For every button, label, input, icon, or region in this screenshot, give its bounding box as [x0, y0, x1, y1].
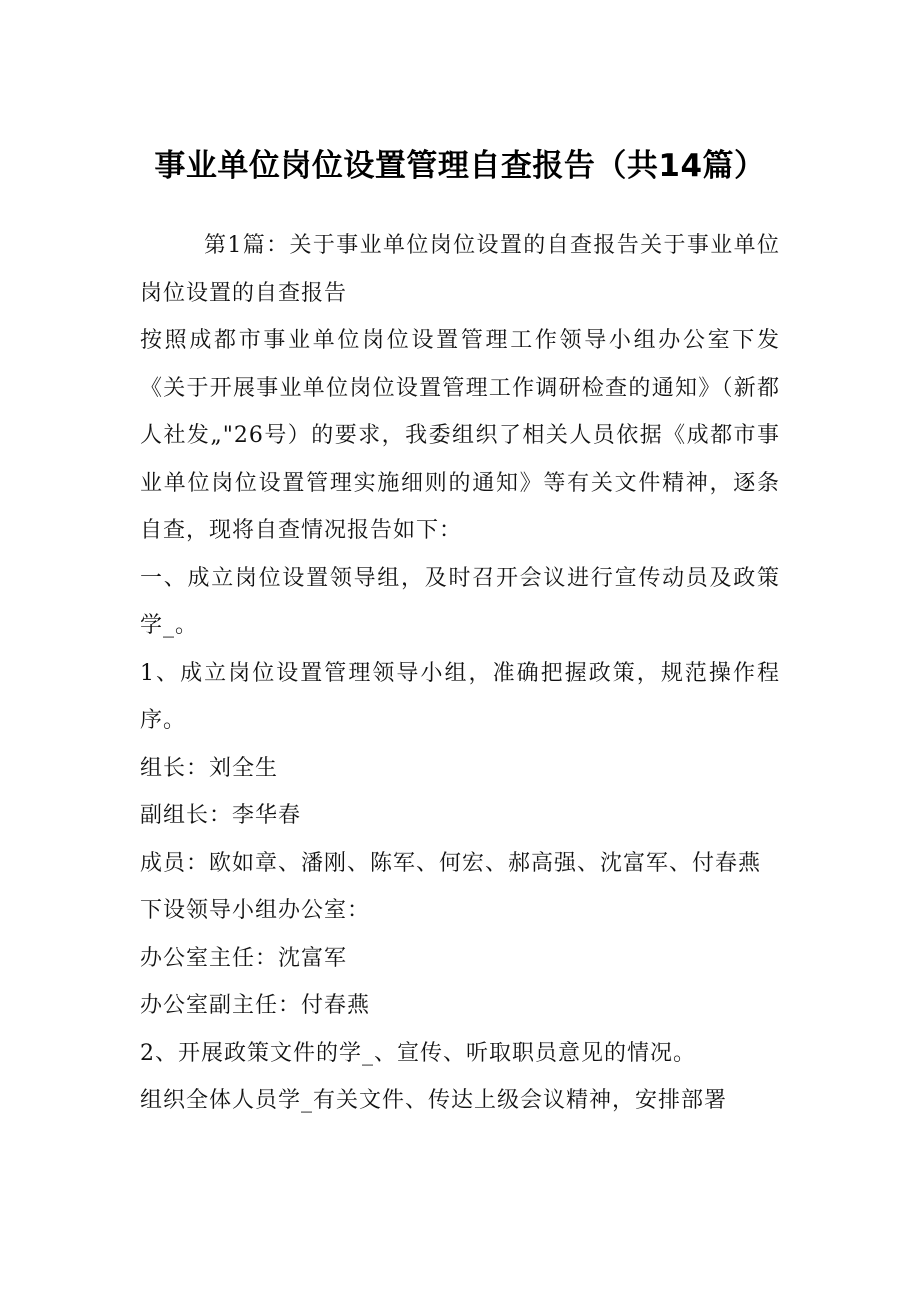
paragraph-office-director: 办公室主任：沈富军: [140, 945, 348, 971]
paragraph-team-leader: 组长：刘全生: [140, 755, 279, 781]
paragraph-deputy-leader: 副组长：李华春: [140, 803, 302, 828]
paragraph-section-1-heading: 一、成立岗位设置领导组，及时召开会议进行宣传动员及政策学_。: [140, 565, 780, 638]
paragraph-members: 成员：欧如章、潘刚、陈军、何宏、郝高强、沈富军、付春燕: [140, 850, 762, 876]
paragraph-study-arrangement: 组织全体人员学_有关文件、传达上级会议精神，安排部署: [140, 1088, 728, 1113]
paragraph-office: 下设领导小组办公室：: [140, 898, 371, 923]
paragraph-office-deputy-director: 办公室副主任：付春燕: [140, 993, 371, 1018]
paragraph-item-1: 1、成立岗位设置管理领导小组，准确把握政策，规范操作程序。: [140, 660, 780, 733]
document-body: [140, 222, 780, 1125]
paragraph-item-2: 2、开展政策文件的学_、宣传、听取职员意见的情况。: [140, 1040, 696, 1066]
document-title: 事业单位岗位设置管理自查报告（共14篇）: [154, 148, 766, 184]
paragraph-background: 按照成都市事业单位岗位设置管理工作领导小组办公室下发《关于开展事业单位岗位设置管理工作调研检查的通知》（新都人社发„"26号）的要求，我委组织了相关人员依据《成都市事业单位岗位设置管理实施细则的通知》等有关文件精神，逐条自查，现将自查情况报告如下：: [140, 328, 780, 543]
paragraph-intro: 第1篇：关于事业单位岗位设置的自查报告关于事业单位岗位设置的自查报告: [140, 233, 780, 306]
